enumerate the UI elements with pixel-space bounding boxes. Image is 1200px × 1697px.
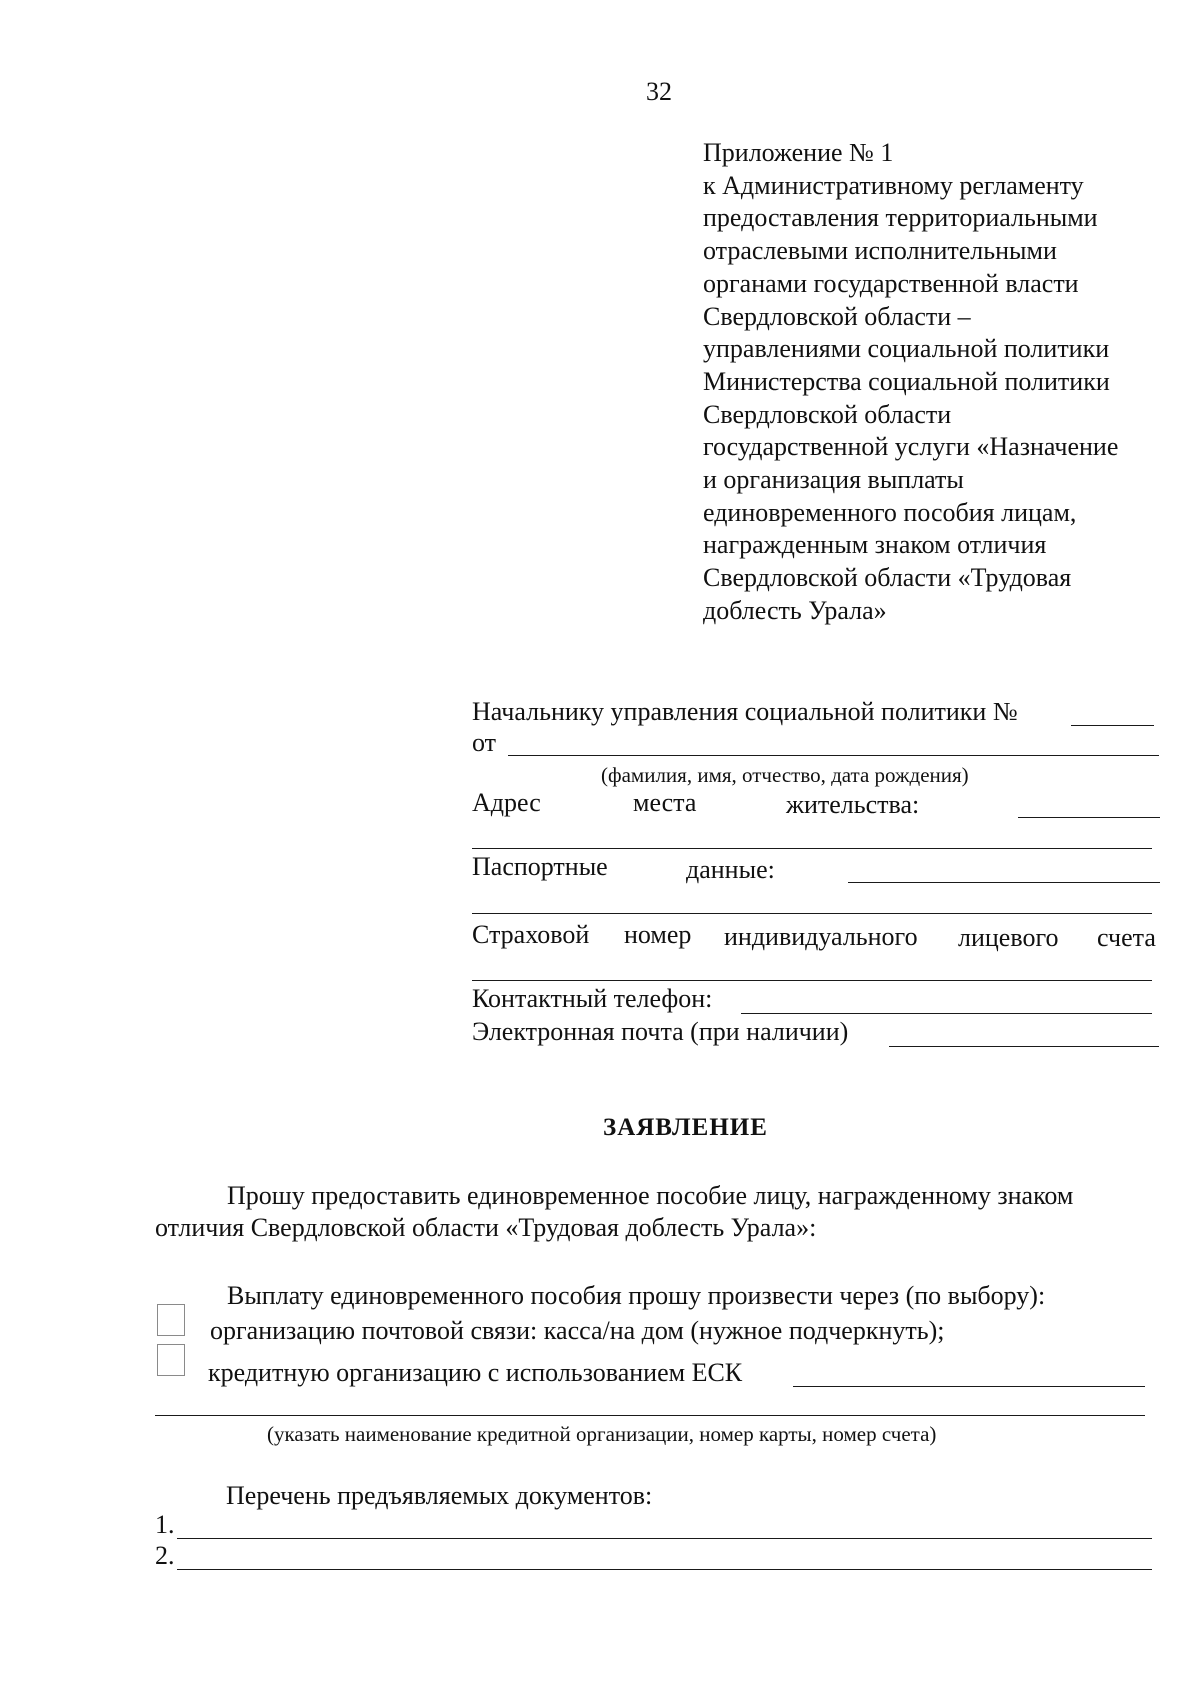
bank-option-label: кредитную организацию с использованием ЕСК bbox=[208, 1358, 743, 1387]
phone-label: Контактный телефон: bbox=[472, 984, 713, 1013]
request-line-1: Прошу предоставить единовременное пособие лицу, награжденному знаком bbox=[227, 1181, 1074, 1210]
from-hint: (фамилия, имя, отчество, дата рождения) bbox=[601, 763, 969, 787]
appendix-line: отраслевыми исполнительными bbox=[703, 236, 1057, 266]
appendix-line: единовременного пособия лицам, bbox=[703, 497, 1077, 527]
doc-item-2-line[interactable] bbox=[177, 1569, 1152, 1570]
post-option-checkbox[interactable] bbox=[157, 1304, 185, 1336]
appendix-line: Приложение № 1 bbox=[703, 138, 894, 167]
address-word-1: Адрес bbox=[472, 788, 541, 817]
passport-word-1: Паспортные bbox=[472, 852, 608, 881]
snils-word-5: счета bbox=[1097, 923, 1156, 952]
page-number: 32 bbox=[646, 77, 672, 106]
address-line-2[interactable] bbox=[472, 848, 1152, 849]
snils-word-3: индивидуального bbox=[724, 922, 918, 951]
snils-word-4: лицевого bbox=[958, 923, 1059, 952]
appendix-line: к Административному регламенту bbox=[703, 170, 1084, 200]
appendix-line: Свердловской области – bbox=[703, 301, 971, 331]
snils-word-1: Страховой bbox=[472, 920, 590, 949]
appendix-block bbox=[703, 137, 1118, 628]
appendix-line: доблесть Урала» bbox=[703, 595, 887, 625]
appendix-line: награжденным знаком отличия bbox=[703, 530, 1047, 560]
request-line-2: отличия Свердловской области «Трудовая доблесть Урала»: bbox=[155, 1213, 817, 1242]
bank-line-1[interactable] bbox=[793, 1386, 1145, 1387]
appendix-line: Министерства социальной политики bbox=[703, 366, 1110, 396]
docs-intro: Перечень предъявляемых документов: bbox=[226, 1481, 653, 1510]
from-line[interactable] bbox=[508, 755, 1159, 756]
to-number-line[interactable] bbox=[1071, 725, 1154, 726]
address-word-3: жительства: bbox=[786, 790, 920, 819]
passport-word-2: данные: bbox=[686, 855, 775, 884]
appendix-line: Свердловской области bbox=[703, 399, 952, 429]
appendix-line: органами государственной власти bbox=[703, 268, 1079, 298]
snils-line[interactable] bbox=[472, 980, 1152, 981]
appendix-line: Свердловской области «Трудовая bbox=[703, 563, 1072, 593]
address-word-2: места bbox=[633, 788, 697, 817]
doc-item-1-line[interactable] bbox=[177, 1538, 1152, 1539]
bank-option-checkbox[interactable] bbox=[157, 1344, 185, 1376]
doc-item-1-number: 1. bbox=[155, 1510, 175, 1539]
phone-line[interactable] bbox=[741, 1013, 1152, 1014]
appendix-line: и организация выплаты bbox=[703, 465, 964, 495]
to-label: Начальнику управления социальной политики № bbox=[472, 697, 1018, 726]
address-line-1[interactable] bbox=[1018, 817, 1160, 818]
snils-word-2: номер bbox=[624, 920, 692, 949]
from-label: от bbox=[472, 728, 497, 757]
document-title: ЗАЯВЛЕНИЕ bbox=[603, 1114, 768, 1141]
post-option-label: организацию почтовой связи: касса/на дом (нужное подчеркнуть); bbox=[210, 1316, 945, 1345]
bank-line-2[interactable] bbox=[155, 1415, 1145, 1416]
appendix-line: предоставления территориальными bbox=[703, 203, 1098, 233]
appendix-line: управлениями социальной политики bbox=[703, 334, 1110, 364]
email-line[interactable] bbox=[889, 1046, 1159, 1047]
doc-item-2-number: 2. bbox=[155, 1541, 175, 1570]
appendix-line: государственной услуги «Назначение bbox=[703, 432, 1119, 462]
bank-hint: (указать наименование кредитной организации, номер карты, номер счета) bbox=[267, 1422, 937, 1446]
email-label: Электронная почта (при наличии) bbox=[472, 1017, 849, 1046]
payment-intro: Выплату единовременного пособия прошу произвести через (по выбору): bbox=[227, 1281, 1046, 1310]
passport-line-2[interactable] bbox=[472, 913, 1152, 914]
passport-line-1[interactable] bbox=[848, 882, 1160, 883]
